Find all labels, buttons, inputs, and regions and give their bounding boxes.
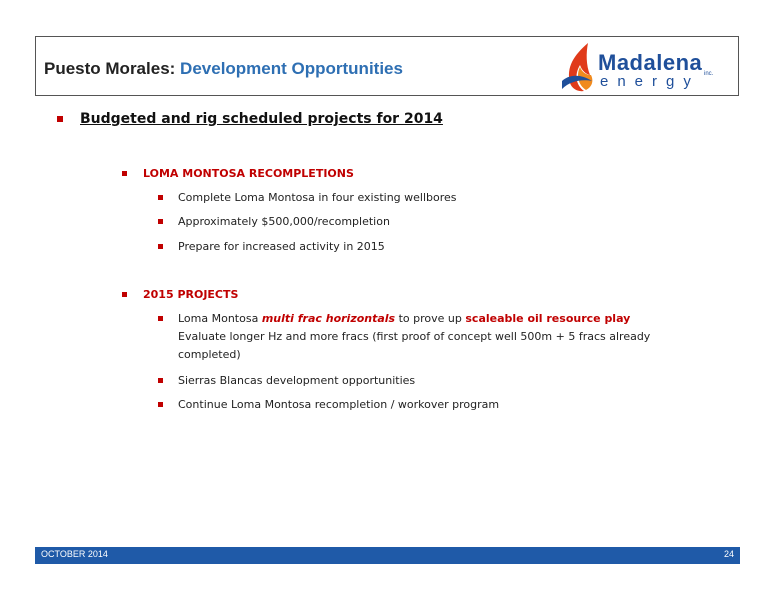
logo-inc: inc. [704,71,714,77]
page-title [44,59,403,79]
list-item: Complete Loma Montosa in four existing wellbores [178,191,457,204]
item-text: to prove up [395,312,466,325]
section1-heading: LOMA MONTOSA RECOMPLETIONS [143,167,354,180]
highlight-text: multi frac horizontals [261,312,396,325]
page-number: 24 [723,549,734,559]
flame-icon [558,41,602,93]
item-continuation: completed) [178,348,241,361]
section-bullet-icon [122,171,127,176]
item-continuation: Evaluate longer Hz and more fracs (first proof of concept well 500m + 5 fracs already [178,330,651,343]
logo-name: Madalena [598,50,703,75]
list-item: Sierras Blancas development opportunities [178,374,416,387]
main-heading: Budgeted and rig scheduled projects for 2014 [80,111,443,127]
item-bullet-icon [158,378,163,383]
item-text: Loma Montosa [178,312,262,325]
item-bullet-icon [158,402,163,407]
item-bullet-icon [158,244,163,249]
footer-bar [35,547,740,564]
title-prefix: Puesto Morales: [44,59,176,78]
footer-date: OCTOBER 2014 [41,549,108,559]
section-bullet-icon [122,292,127,297]
list-item: Continue Loma Montosa recompletion / workover program [178,398,500,411]
title-highlight: Development Opportunities [180,59,403,78]
item-bullet-icon [158,219,163,224]
section2-heading: 2015 PROJECTS [143,288,239,301]
list-item: Prepare for increased activity in 2015 [178,240,385,253]
list-item [178,312,630,325]
list-item: Approximately $500,000/recompletion [178,215,390,228]
highlight-text: scaleable oil resource play [465,312,631,325]
main-bullet-icon [57,116,63,122]
item-bullet-icon [158,195,163,200]
logo-sub: energy [600,73,700,90]
header-box [35,36,739,96]
item-bullet-icon [158,316,163,321]
company-logo [558,41,728,93]
